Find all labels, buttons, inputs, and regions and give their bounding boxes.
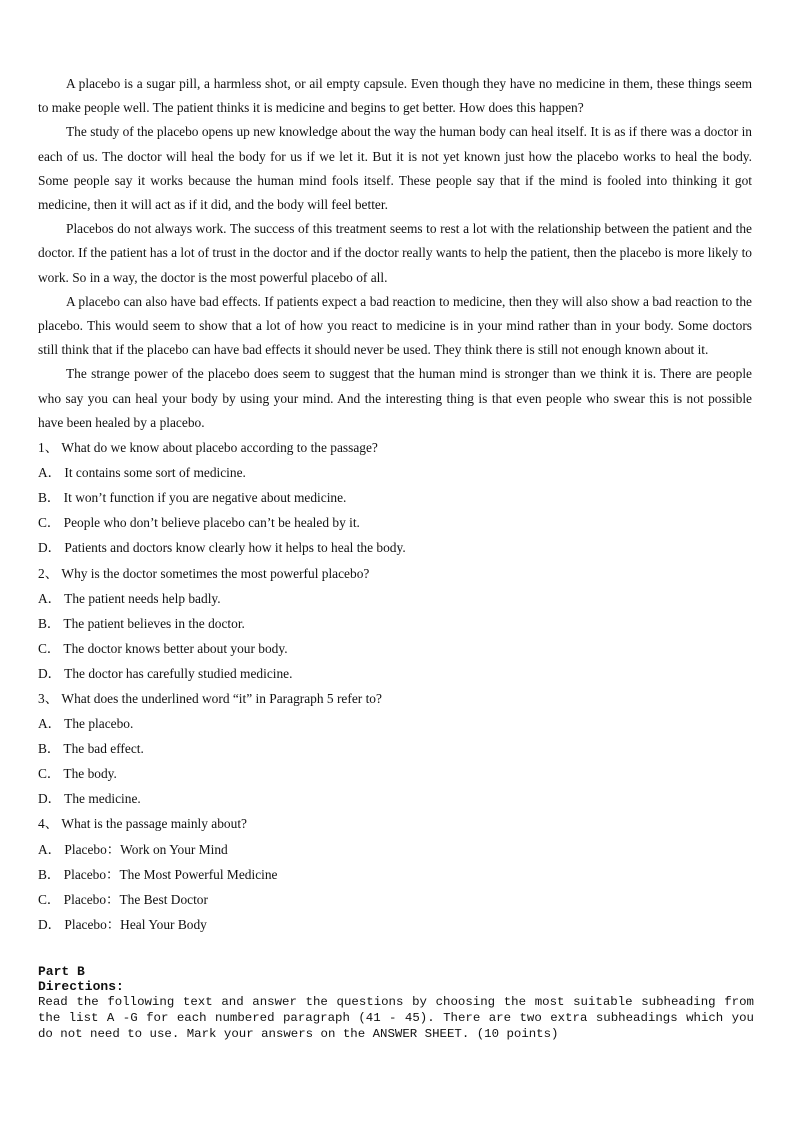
answer-option-a: A． The placebo. (38, 716, 134, 732)
answer-option-c: C． People who don’t believe placebo can’t be healed by it. (38, 515, 360, 531)
question-3 (38, 686, 752, 811)
passage-paragraph-4: A placebo can also have bad effects. If patients expect a bad reaction to medicine, then they will also show a bad reaction to the placebo. This would seem to show that a lot of how you react to medicine is in your mind rather than in your body. Some doctors still think that if the placebo can have bad effects it should never be used. They think there is still not enough known about it. (38, 293, 752, 358)
answer-option-a: A． It contains some sort of medicine. (38, 465, 246, 481)
answer-option-c: C． Placebo：The Best Doctor (38, 891, 208, 907)
question-stem: 2、 Why is the doctor sometimes the most powerful placebo? (38, 565, 370, 581)
answer-option-c: C． The body. (38, 766, 117, 782)
part-b-section (38, 964, 754, 1042)
answer-option-b: B． The patient believes in the doctor. (38, 615, 245, 631)
answer-option-d: D． Placebo：Heal Your Body (38, 916, 207, 932)
question-stem: 3、 What does the underlined word “it” in Paragraph 5 refer to? (38, 690, 382, 706)
question-2 (38, 561, 752, 686)
question-stem: 1、 What do we know about placebo according to the passage? (38, 440, 378, 456)
question-stem: 4、 What is the passage mainly about? (38, 816, 247, 832)
passage-paragraph-2: The study of the placebo opens up new knowledge about the way the human body can heal itself. It is as if there was a doctor in each of us. The doctor will heal the body for us if we let it. But it is not yet known just how the placebo works to heal the body. Some people say it works because the human mind fools itself. These people say that if the mind is fooled into thinking it got medicine, then it will act as if it did, and the body will feel better. (38, 124, 752, 213)
question-4 (38, 811, 752, 936)
directions-label: Directions: (38, 979, 124, 994)
passage-paragraph-3: Placebos do not always work. The success of this treatment seems to rest a lot with the relationship between the patient and the doctor. If the patient has a lot of trust in the doctor and if the doctor really wants to help the patient, then the placebo is more likely to work. So in a way, the doctor is the most powerful placebo of all. (38, 221, 752, 285)
question-1 (38, 435, 752, 560)
answer-option-b: B． The bad effect. (38, 741, 144, 757)
passage-paragraph-1: A placebo is a sugar pill, a harmless shot, or ail empty capsule. Even though they have no medicine in them, these things seem to make people well. The patient thinks it is medicine and begins to get better. How does this happen? (38, 76, 752, 116)
part-b-title: Part B (38, 964, 85, 979)
reading-passage (38, 72, 752, 937)
answer-option-d: D． The medicine. (38, 791, 141, 807)
answer-option-b: B． It won’t function if you are negative about medicine. (38, 490, 347, 506)
answer-option-a: A． Placebo：Work on Your Mind (38, 841, 228, 857)
answer-option-d: D． The doctor has carefully studied medicine. (38, 665, 293, 681)
answer-option-b: B． Placebo：The Most Powerful Medicine (38, 866, 278, 882)
answer-option-a: A． The patient needs help badly. (38, 590, 221, 606)
directions-text: Read the following text and answer the questions by choosing the most suitable subheading from the list A -G for each numbered paragraph (41 - 45). There are two extra subheadings which you do not need to use. Mark your answers on the ANSWER SHEET. (10 points) (38, 995, 754, 1041)
answer-option-c: C． The doctor knows better about your body. (38, 640, 288, 656)
answer-option-d: D． Patients and doctors know clearly how it helps to heal the body. (38, 540, 406, 556)
passage-paragraph-5: The strange power of the placebo does seem to suggest that the human mind is stronger than we think it is. There are people who say you can heal your body by using your mind. And the interesting thing is that even people who swear this is not possible have been healed by a placebo. (38, 366, 752, 430)
